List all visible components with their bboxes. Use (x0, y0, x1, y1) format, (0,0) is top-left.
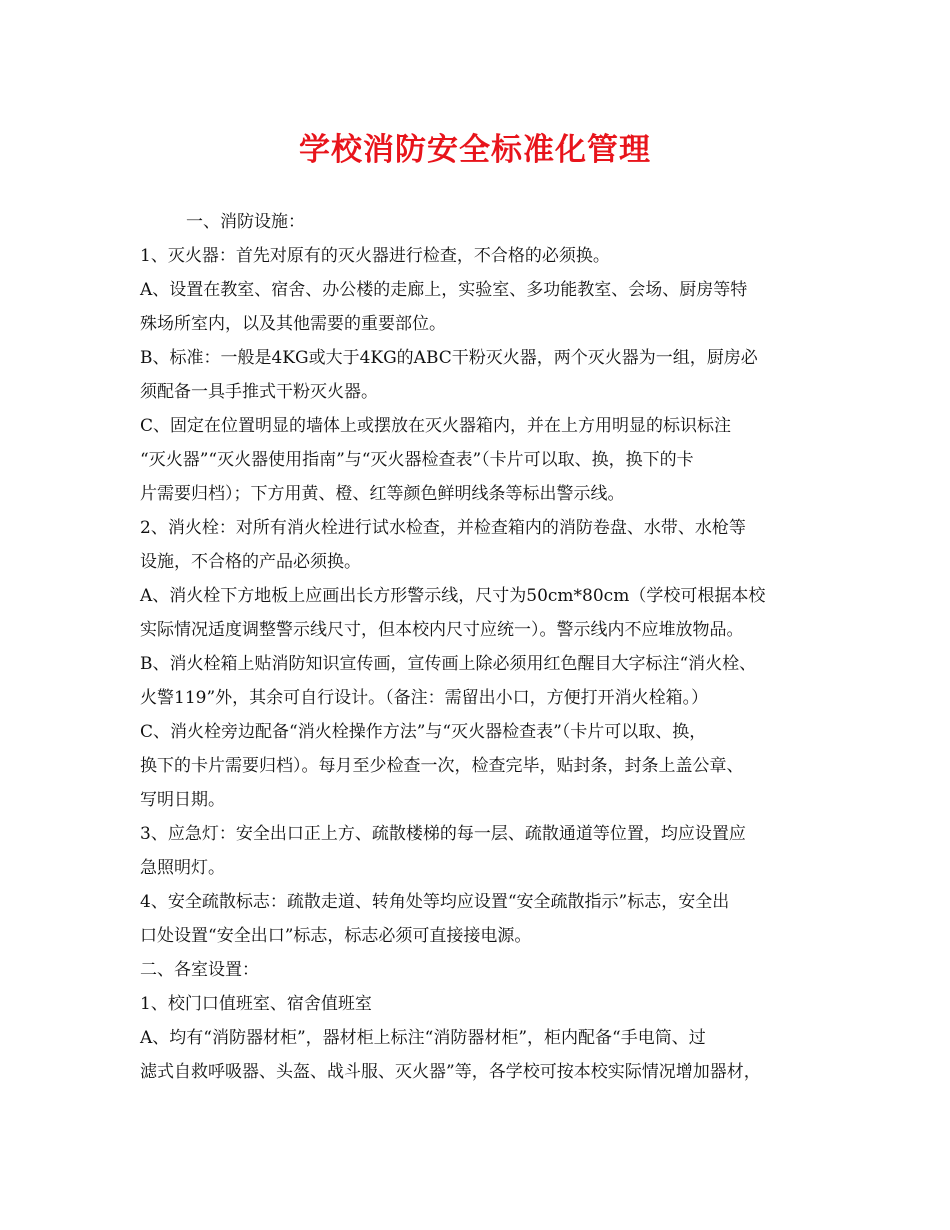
document-body (140, 205, 825, 1089)
text-line: 2、消火栓：对所有消火栓进行试水检查，并检查箱内的消防卷盘、水带、水枪等 (140, 518, 746, 538)
text-line: 4、安全疏散标志：疏散走道、转角处等均应设置“安全疏散指示”标志，安全出 (140, 892, 730, 912)
text-line: C、固定在位置明显的墙体上或摆放在灭火器箱内，并在上方用明显的标识标注 (140, 416, 732, 436)
text-line: B、消火栓箱上贴消防知识宣传画，宣传画上除必须用红色醒目大字标注“消火栓、 (140, 654, 757, 674)
text-line: 1、灭火器：首先对原有的灭火器进行检查，不合格的必须换。 (140, 246, 610, 266)
text-line: “灭火器”“灭火器使用指南”与“灭火器检查表”（卡片可以取、换，换下的卡 (140, 450, 694, 470)
text-line: A、均有“消防器材柜”，器材柜上标注“消防器材柜”，柜内配备“手电筒、过 (140, 1028, 706, 1048)
section-heading-2: 二、各室设置： (140, 960, 259, 980)
text-line: 片需要归档）；下方用黄、橙、红等颜色鲜明线条等标出警示线。 (140, 484, 625, 504)
section-heading-1: 一、消防设施： (186, 212, 305, 232)
text-line: 急照明灯。 (140, 858, 225, 878)
text-line: 实际情况适度调整警示线尺寸，但本校内尺寸应统一）。警示线内不应堆放物品。 (140, 620, 744, 640)
text-line: 口处设置“安全出口”标志，标志必须可直接接电源。 (140, 926, 532, 946)
text-line: A、消火栓下方地板上应画出长方形警示线，尺寸为50cm*80cm（学校可根据本校 (140, 586, 766, 606)
text-line: 1、校门口值班室、宿舍值班室 (140, 994, 372, 1014)
text-line: 殊场所室内，以及其他需要的重要部位。 (140, 314, 446, 334)
text-line: 换下的卡片需要归档）。每月至少检查一次，检查完毕，贴封条，封条上盖公章、 (140, 756, 744, 776)
text-line: C、消火栓旁边配备“消火栓操作方法”与“灭火器检查表”（卡片可以取、换， (140, 722, 707, 742)
document-title: 学校消防安全标准化管理 (299, 132, 651, 168)
text-line: 3、应急灯：安全出口正上方、疏散楼梯的每一层、疏散通道等位置，均应设置应 (140, 824, 746, 844)
text-line: B、标准：一般是4KG或大于4KG的ABC干粉灭火器，两个灭火器为一组，厨房必 (140, 348, 758, 368)
text-line: 写明日期。 (140, 790, 225, 810)
text-line: A、设置在教室、宿舍、办公楼的走廊上，实验室、多功能教室、会场、厨房等特 (140, 280, 748, 300)
text-line: 滤式自救呼吸器、头盔、战斗服、灭火器”等，各学校可按本校实际情况增加器材， (140, 1062, 761, 1082)
text-line: 设施，不合格的产品必须换。 (140, 552, 361, 572)
text-line: 须配备一具手推式干粉灭火器。 (140, 382, 378, 402)
text-line: 火警119”外，其余可自行设计。（备注：需留出小口，方便打开消火栓箱。） (140, 688, 709, 708)
